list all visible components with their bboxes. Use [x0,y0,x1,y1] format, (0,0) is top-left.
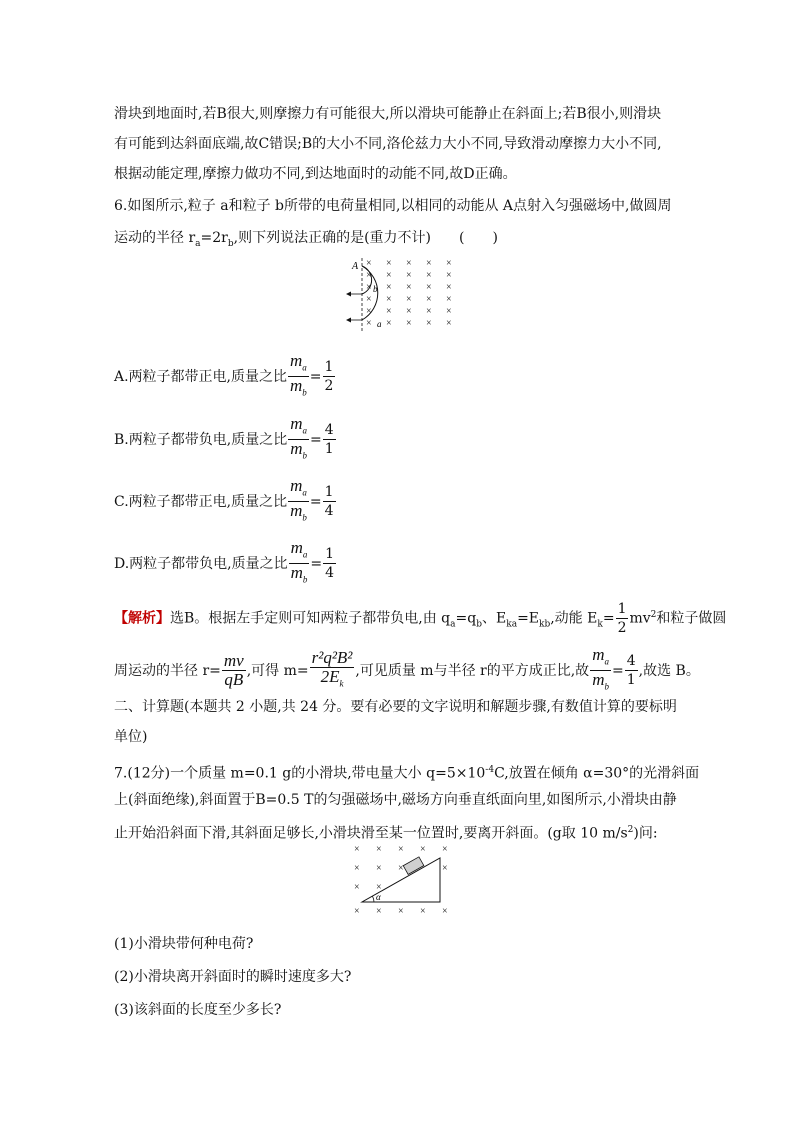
label-b: b [373,284,378,294]
ratio-fraction: $\frac{4}{1}$ [324,422,334,458]
field-cross-mark: × [354,844,360,855]
analysis-line-1: 【解析】选B。根据左手定则可知两粒子都带负电,由 $q_a=q_b$、$E_{ka}=E_{kb}$,动能 $E_k=$ $\frac{1}{2}$ $mv^2$和粒子做圆 [114,601,727,636]
field-cross-mark: × [406,318,412,329]
field-cross-mark: × [354,906,360,917]
ratio-fraction: $\frac{1}{4}$ [325,546,335,582]
mass-fraction: $\frac{m_a}{m_b}$ [592,645,609,692]
field-cross-mark: × [426,258,432,269]
field-cross-mark: × [386,294,392,305]
sub-question: (3)该斜面的长度至少多长? [114,1002,282,1018]
field-cross-mark: × [386,282,392,293]
subscript: b [227,238,234,249]
question-7-stem-cont: 上(斜面绝缘),斜面置于B=0.5 T的匀强磁场中,磁场方向垂直纸面向里,如图所示,小滑块由静 [114,792,677,808]
field-cross-mark: × [376,863,382,874]
text-line: 根据动能定理,摩擦力做功不同,到达地面时的动能不同,故D正确。 [114,166,517,182]
ratio-fraction: $\frac{1}{4}$ [324,484,334,520]
label-alpha: α [376,892,381,902]
field-cross-mark: × [386,306,392,317]
text-run: 运动的半径 r [114,230,196,246]
text-line: 有可能到达斜面底端,故C错误;B的大小不同,洛伦兹力大小不同,导致滑动摩擦力大小不同, [114,136,662,152]
subscript: a [195,238,201,249]
field-cross-mark: × [386,270,392,281]
field-cross-mark: × [386,318,392,329]
field-cross-mark: × [376,906,382,917]
field-cross-mark: × [376,882,382,893]
sub-question: (1)小滑块带何种电荷? [114,936,254,952]
field-cross-mark: × [398,863,404,874]
field-cross-mark: × [366,294,372,305]
field-cross-mark: × [366,282,372,293]
field-cross-mark: × [442,844,448,855]
field-cross-mark: × [442,906,448,917]
arrowhead [346,318,351,323]
option-text: B.两粒子都带负电,质量之比 [114,431,288,448]
sub-question: (2)小滑块离开斜面时的瞬时速度多大? [114,969,352,985]
field-cross-mark: × [398,844,404,855]
field-cross-mark: × [376,844,382,855]
figure-incline-field [350,842,454,920]
text-run: ,则下列说法正确的是(重力不计) ( ) [233,230,498,246]
field-cross-mark: × [446,306,452,317]
option-text: C.两粒子都带正电,质量之比 [114,493,288,510]
text-run: =2r [200,230,228,246]
field-cross-mark: × [420,844,426,855]
figure-magnetic-field-paths [340,254,464,334]
option-b: B.两粒子都带负电,质量之比 $\frac{m_a}{m_b}$ = $\frac{4}{1}$ [114,415,337,465]
question-7-stem-cont: 止开始沿斜面下滑,其斜面足够长,小滑块滑至某一位置时,要离开斜面。(g取 10 $m/s^2$)问: [114,825,658,842]
field-cross-mark: × [398,906,404,917]
option-d: D.两粒子都带负电,质量之比 $\frac{m_a}{m_b}$ = $\frac{1}{4}$ [114,539,337,589]
analysis-line-2: 周运动的半径 r= $\frac{mv}{qB}$ ,可得 m= $\frac{\text{r²q²B²}}{2E_k}$ ,可见质量 m与半径 r的平方成正比,故 $\frac{m_a}{m_b}$ = $\frac{4}{1}$ ,故选 B。 [114,646,700,696]
mass-fraction: $\frac{m_a}{m_b}$ [290,476,307,523]
field-cross-mark: × [366,258,372,269]
field-cross-mark: × [446,282,452,293]
field-cross-mark: × [366,306,372,317]
mass-fraction: $\frac{m_a}{m_b}$ [290,414,307,461]
section-heading-cont: 单位) [114,729,148,745]
mass-fraction: $\frac{m_a}{m_b}$ [290,538,308,585]
field-cross-mark: × [446,318,452,329]
option-c: C.两粒子都带正电,质量之比 $\frac{m_a}{m_b}$ = $\frac{1}{4}$ [114,477,337,527]
field-cross-mark: × [406,282,412,293]
field-cross-mark: × [406,258,412,269]
question-6-stem-cont [114,228,498,254]
field-cross-mark: × [446,270,452,281]
question-7-stem: 7.(12分)一个质量 m=0.1 g的小滑块,带电量大小 $q=5\times 10^{-4}C$,放置在倾角 α=30°的光滑斜面 [114,765,700,782]
text-line: 滑块到地面时,若B很大,则摩擦力有可能很大,所以滑块可能静止在斜面上;若B很小,则滑块 [114,106,662,122]
field-cross-mark: × [420,906,426,917]
ratio-fraction: $\frac{4}{1}$ [626,653,636,689]
question-6-stem: 6.如图所示,粒子 a和粒子 b所带的电荷量相同,以相同的动能从 A点射入匀强磁场中,做圆周 [114,198,672,214]
field-cross-mark: × [446,258,452,269]
field-cross-mark: × [366,270,372,281]
option-text: A.两粒子都带正电,质量之比 [114,368,288,385]
label-a: a [377,319,382,329]
field-cross-mark: × [386,258,392,269]
field-cross-mark: × [446,294,452,305]
ratio-fraction: $\frac{1}{2}$ [324,359,334,395]
radius-fraction: $\frac{mv}{qB}$ [223,651,244,690]
option-text: D.两粒子都带负电,质量之比 [114,555,288,572]
mass-formula-fraction: $\frac{\text{r²q²B²}}{2E_k}$ [311,648,353,689]
section-heading: 二、计算题(本题共 2 小题,共 24 分。要有必要的文字说明和解题步骤,有数值计算的要标明 [114,699,677,715]
field-cross-mark: × [426,270,432,281]
field-cross-mark: × [354,863,360,874]
half-fraction: $\frac{1}{2}$ [617,601,627,636]
field-cross-mark: × [426,306,432,317]
option-a: A.两粒子都带正电,质量之比 $\frac{m_a}{m_b}$ = $\frac{1}{2}$ [114,352,336,402]
field-cross-mark: × [354,882,360,893]
field-cross-mark: × [406,294,412,305]
analysis-tag: 【解析】 [114,610,170,627]
field-cross-mark: × [442,863,448,874]
mass-fraction: $\frac{m_a}{m_b}$ [290,351,307,398]
field-cross-mark: × [366,318,372,329]
field-cross-mark: × [406,306,412,317]
label-A: A [352,261,359,272]
field-cross-mark: × [406,270,412,281]
field-cross-mark: × [426,282,432,293]
field-cross-mark: × [426,318,432,329]
field-cross-mark: × [426,294,432,305]
arrowhead [346,292,351,297]
